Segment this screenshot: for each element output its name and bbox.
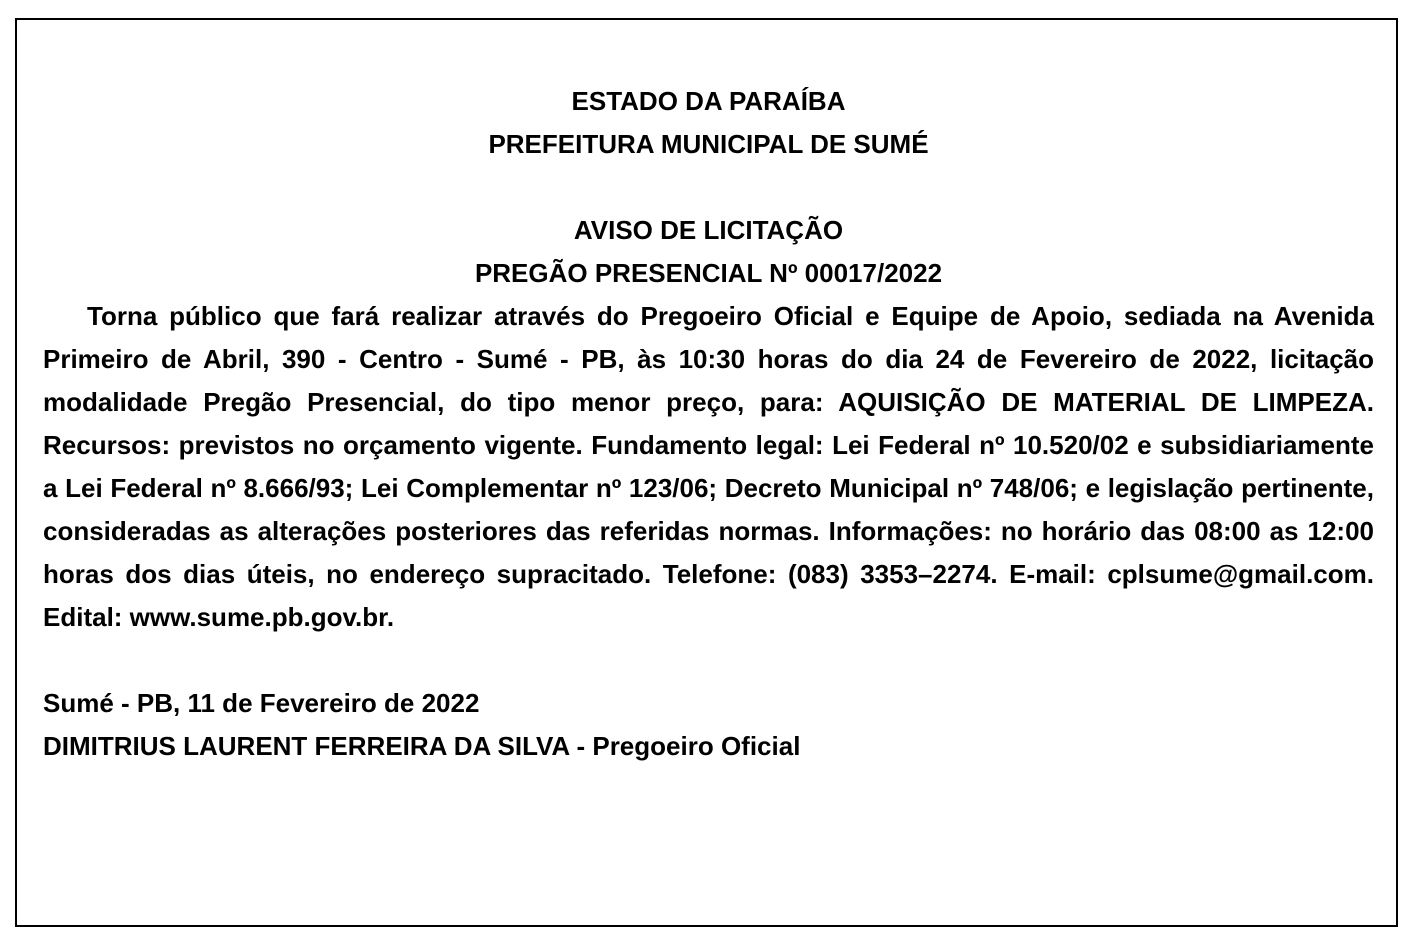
municipality-heading: PREFEITURA MUNICIPAL DE SUMÉ xyxy=(488,129,929,159)
notice-title: AVISO DE LICITAÇÃO xyxy=(573,215,844,245)
notice-subtitle: PREGÃO PRESENCIAL Nº 00017/2022 xyxy=(474,258,943,288)
notice-body: Torna público que fará realizar através do Pregoeiro Oficial e Equipe de Apoio, sediada na Avenida Primeiro de Abril, 390 - Centro - Sumé - PB, às 10:30 horas do dia 24 de Fevereiro de 2022, licitação modalidade Pregão Presencial, do tipo menor preço, para: AQUISIÇÃO DE MATERIAL DE LIMPEZA. Recursos: previstos no orçamento vigente. Fundamento legal: Lei Federal nº 10.520/02 e subsidiariamente a Lei Federal nº 8.666/93; Lei Complementar nº 123/06; Decreto Municipal nº 748/06; e legislação pertinente, consideradas as alterações posteriores das referidas normas. Informações: no horário das 08:00 as 12:00 horas dos dias úteis, no endereço supracitado. Telefone: (083) 3353–2274. E-mail: cplsume@gmail.com. Edital: www.sume.pb.gov.br. xyxy=(43,301,1374,632)
place-date: Sumé - PB, 11 de Fevereiro de 2022 xyxy=(43,688,480,718)
notice-content xyxy=(43,80,1374,768)
spacer xyxy=(43,639,1374,682)
signatory: DIMITRIUS LAURENT FERREIRA DA SILVA - Pregoeiro Oficial xyxy=(43,731,801,761)
spacer xyxy=(43,166,1374,209)
state-heading: ESTADO DA PARAÍBA xyxy=(571,86,846,116)
notice-frame xyxy=(15,18,1398,927)
